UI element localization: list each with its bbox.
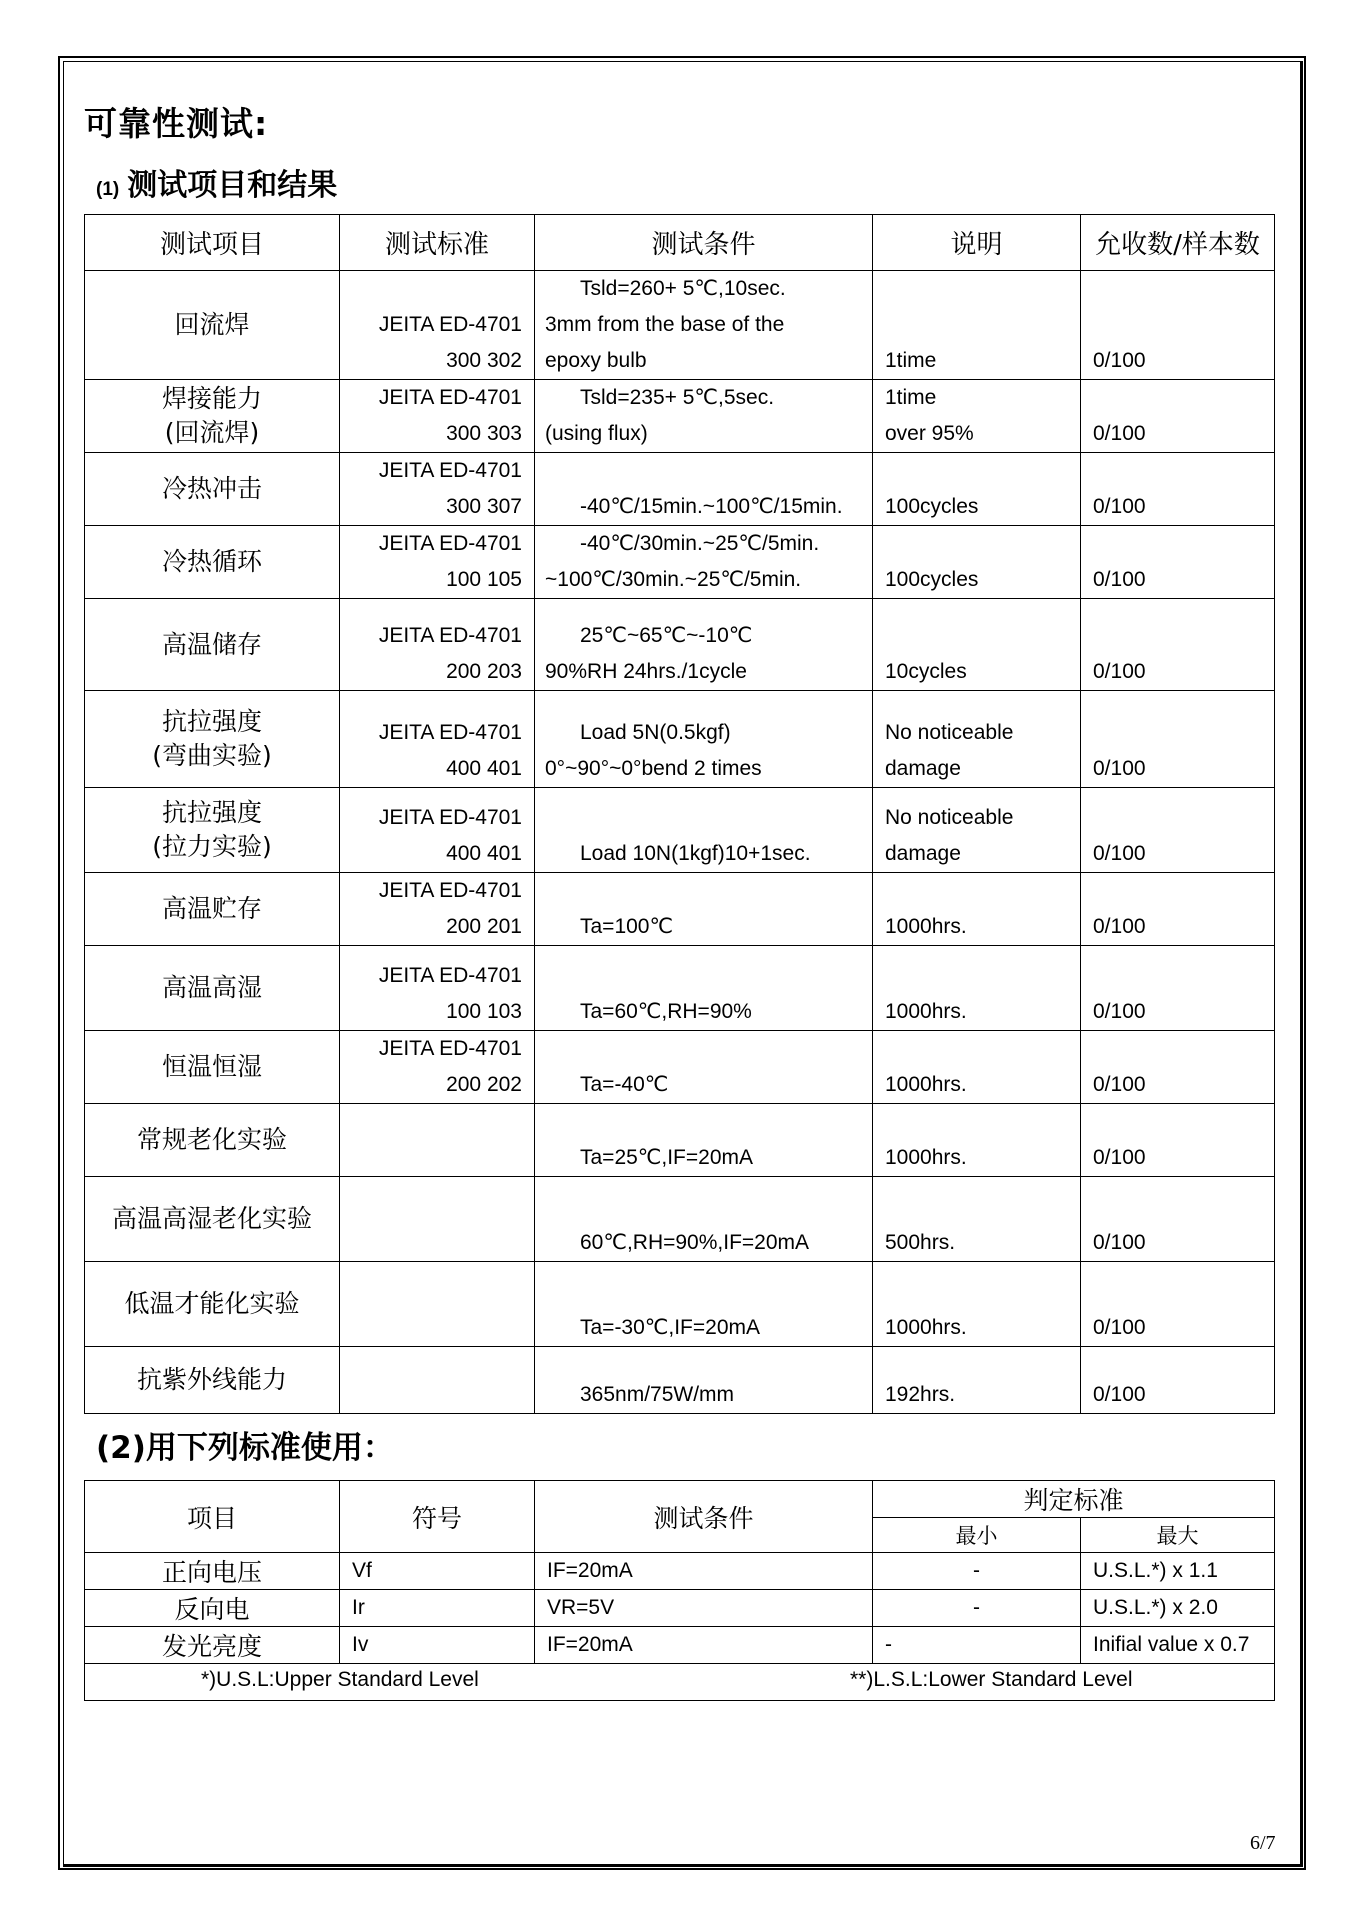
description-cell-line: 1000hrs.	[885, 1146, 967, 1169]
standard-cell-line: 100 105	[446, 568, 522, 591]
condition-cell-line: (using flux)	[545, 422, 648, 445]
table-row	[85, 873, 1275, 946]
description-cell-line: 1time	[885, 349, 937, 372]
test-item-cell-line: 高温贮存	[161, 894, 262, 923]
standard-cell	[340, 873, 535, 946]
condition-cell	[535, 526, 873, 599]
header-min: 最小	[873, 1518, 1081, 1553]
standard-cell-line: JEITA ED-4701	[378, 1037, 522, 1060]
standard-cell	[340, 1031, 535, 1104]
standard-cell-line: JEITA ED-4701	[378, 624, 522, 647]
description-cell-line: 1000hrs.	[885, 1000, 967, 1023]
table2-header-row	[85, 1481, 1275, 1518]
test-item-cell-line: 恒温恒湿	[161, 1052, 262, 1081]
condition-cell-line: Ta=-40℃	[580, 1073, 669, 1096]
accept-sample-cell: 0/100	[1081, 946, 1275, 1031]
accept-sample-cell: 0/100	[1081, 453, 1275, 526]
test-item-cell-line: 冷热冲击	[161, 474, 262, 503]
standard-cell-line: 200 201	[446, 915, 522, 938]
condition-cell-line: Load 5N(0.5kgf)	[580, 721, 731, 744]
max-cell: U.S.L.*) x 2.0	[1081, 1590, 1275, 1627]
accept-sample-cell: 0/100	[1081, 599, 1275, 691]
standard-cell	[340, 691, 535, 788]
max-cell: Inifial value x 0.7	[1081, 1627, 1275, 1664]
standard-cell-line: JEITA ED-4701	[378, 459, 522, 482]
condition-cell-line: -40℃/30min.~25℃/5min.	[580, 532, 820, 555]
condition-cell-line: -40℃/15min.~100℃/15min.	[580, 495, 843, 518]
description-cell-line: 1000hrs.	[885, 915, 967, 938]
description-cell-line: damage	[885, 842, 961, 865]
table-row	[85, 1031, 1275, 1104]
description-cell	[873, 526, 1081, 599]
condition-cell: IF=20mA	[535, 1627, 873, 1664]
test-item-cell	[85, 788, 340, 873]
test-item-cell	[85, 271, 340, 380]
test-item-cell-line: 低温才能化实验	[124, 1289, 300, 1318]
description-cell-line: 1000hrs.	[885, 1073, 967, 1096]
condition-cell	[535, 873, 873, 946]
header-test-item: 测试项目	[85, 215, 340, 271]
standard-cell	[340, 271, 535, 380]
test-item-cell-line: 冷热循环	[161, 547, 262, 576]
description-cell	[873, 1177, 1081, 1262]
description-cell-line: 500hrs.	[885, 1231, 956, 1254]
condition-cell-line: 60℃,RH=90%,IF=20mA	[580, 1231, 810, 1254]
description-cell-line: 1time	[885, 386, 937, 409]
table-row	[85, 788, 1275, 873]
standard-cell	[340, 1104, 535, 1177]
condition-cell	[535, 1104, 873, 1177]
condition-cell-line: 3mm from the base of the	[545, 313, 785, 336]
footnote-cell	[85, 1664, 1275, 1701]
accept-sample-cell: 0/100	[1081, 1104, 1275, 1177]
condition-cell	[535, 1262, 873, 1347]
description-cell-line: No noticeable	[885, 721, 1014, 744]
standard-cell	[340, 526, 535, 599]
table-row	[85, 691, 1275, 788]
condition-cell: VR=5V	[535, 1590, 873, 1627]
standard-cell	[340, 788, 535, 873]
test-item-cell-line: (回流焊)	[164, 418, 260, 447]
footnote-row	[85, 1664, 1275, 1701]
standard-cell-line: 400 401	[446, 757, 522, 780]
page-title: 可靠性测试:	[84, 104, 269, 143]
standard-cell-line: JEITA ED-4701	[378, 386, 522, 409]
table-row	[85, 526, 1275, 599]
test-item-cell	[85, 946, 340, 1031]
table-row	[85, 1627, 1275, 1664]
section1-number: (1)	[96, 179, 120, 200]
condition-cell	[535, 599, 873, 691]
description-cell	[873, 599, 1081, 691]
test-item-cell-line: 高温储存	[161, 629, 262, 659]
symbol-cell: Ir	[340, 1590, 535, 1627]
header-symbol: 符号	[340, 1481, 535, 1553]
test-item-cell-line: 抗拉强度	[161, 707, 262, 736]
test-item-cell	[85, 599, 340, 691]
accept-sample-cell: 0/100	[1081, 1347, 1275, 1414]
standard-cell-line: JEITA ED-4701	[378, 879, 522, 902]
condition-cell-line: Tsld=235+ 5℃,5sec.	[580, 386, 775, 409]
item-cell: 反向电	[85, 1590, 340, 1627]
test-item-cell-line: 抗紫外线能力	[136, 1365, 287, 1394]
standard-cell-line: 300 303	[446, 422, 522, 445]
standard-cell-line: 100 103	[446, 1000, 522, 1023]
condition-cell-line: Load 10N(1kgf)10+1sec.	[580, 842, 811, 865]
header-test-condition: 测试条件	[535, 215, 873, 271]
standard-cell-line: 300 302	[446, 349, 522, 372]
description-cell-line: 10cycles	[885, 660, 967, 683]
condition-cell	[535, 1031, 873, 1104]
standard-cell	[340, 453, 535, 526]
description-cell	[873, 946, 1081, 1031]
standard-cell-line: JEITA ED-4701	[378, 806, 522, 829]
test-item-cell	[85, 691, 340, 788]
test-item-cell-line: 抗拉强度	[161, 798, 262, 827]
header-item: 项目	[85, 1481, 340, 1553]
min-cell: -	[873, 1627, 1081, 1664]
table-row	[85, 599, 1275, 691]
footnote-usl: *)U.S.L:Upper Standard Level	[201, 1668, 479, 1691]
description-cell-line: damage	[885, 757, 961, 780]
table-row	[85, 380, 1275, 453]
condition-cell-line: Tsld=260+ 5℃,10sec.	[580, 277, 786, 300]
test-item-cell-line: 回流焊	[174, 310, 250, 339]
max-cell: U.S.L.*) x 1.1	[1081, 1553, 1275, 1590]
accept-sample-cell: 0/100	[1081, 1177, 1275, 1262]
condition-cell	[535, 946, 873, 1031]
accept-sample-cell: 0/100	[1081, 873, 1275, 946]
symbol-cell: Vf	[340, 1553, 535, 1590]
description-cell	[873, 691, 1081, 788]
symbol-cell: Iv	[340, 1627, 535, 1664]
description-cell	[873, 788, 1081, 873]
condition-cell-line: 0°~90°~0°bend 2 times	[545, 757, 762, 780]
test-item-cell	[85, 1347, 340, 1414]
header-max: 最大	[1081, 1518, 1275, 1553]
standard-cell	[340, 1177, 535, 1262]
standard-cell-line: JEITA ED-4701	[378, 964, 522, 987]
standard-cell-line: 200 202	[446, 1073, 522, 1096]
test-item-cell	[85, 873, 340, 946]
accept-sample-cell: 0/100	[1081, 691, 1275, 788]
condition-cell-line: Ta=25℃,IF=20mA	[580, 1146, 754, 1169]
description-cell	[873, 380, 1081, 453]
test-item-cell-line: 高温高湿老化实验	[111, 1204, 312, 1233]
section1-label: 测试项目和结果	[127, 168, 338, 203]
standard-cell	[340, 1347, 535, 1414]
description-cell	[873, 873, 1081, 946]
description-cell	[873, 453, 1081, 526]
section1-heading	[96, 160, 337, 204]
accept-sample-cell: 0/100	[1081, 526, 1275, 599]
test-item-cell	[85, 526, 340, 599]
table1-header-row	[85, 215, 1275, 271]
min-cell: -	[873, 1553, 1081, 1590]
description-cell-line: 192hrs.	[885, 1383, 956, 1406]
test-item-cell	[85, 380, 340, 453]
condition-cell	[535, 1347, 873, 1414]
header-accept-sample: 允收数/样本数	[1081, 215, 1275, 271]
test-item-cell-line: (弯曲实验)	[152, 741, 272, 770]
table-row	[85, 1347, 1275, 1414]
condition-cell-line: Ta=60℃,RH=90%	[580, 1000, 752, 1023]
condition-cell: IF=20mA	[535, 1553, 873, 1590]
footnote-lsl: **)L.S.L:Lower Standard Level	[850, 1668, 1133, 1691]
standard-cell	[340, 946, 535, 1031]
table-row	[85, 1590, 1275, 1627]
condition-cell-line: 25℃~65℃~-10℃	[580, 624, 753, 647]
table-row	[85, 946, 1275, 1031]
accept-sample-cell: 0/100	[1081, 1031, 1275, 1104]
condition-cell-line: epoxy bulb	[545, 349, 647, 372]
item-cell: 正向电压	[85, 1553, 340, 1590]
description-cell	[873, 271, 1081, 380]
table-row	[85, 271, 1275, 380]
test-item-cell	[85, 1104, 340, 1177]
table-row	[85, 453, 1275, 526]
condition-cell	[535, 271, 873, 380]
description-cell-line: 100cycles	[885, 568, 979, 591]
standard-cell	[340, 1262, 535, 1347]
page-number: 6/7	[1250, 1832, 1276, 1854]
standard-cell-line: 200 203	[446, 660, 522, 683]
standard-cell-line: JEITA ED-4701	[378, 721, 522, 744]
condition-cell-line: Ta=100℃	[580, 915, 674, 938]
test-item-cell	[85, 1031, 340, 1104]
reliability-test-table	[84, 214, 1275, 1414]
description-cell-line: over 95%	[885, 422, 974, 445]
accept-sample-cell: 0/100	[1081, 1262, 1275, 1347]
accept-sample-cell: 0/100	[1081, 788, 1275, 873]
condition-cell	[535, 380, 873, 453]
standard-cell-line: 400 401	[446, 842, 522, 865]
description-cell	[873, 1031, 1081, 1104]
test-item-cell	[85, 453, 340, 526]
description-cell	[873, 1347, 1081, 1414]
table-row	[85, 1104, 1275, 1177]
accept-sample-cell: 0/100	[1081, 380, 1275, 453]
test-item-cell-line: (拉力实验)	[152, 832, 272, 861]
condition-cell	[535, 788, 873, 873]
description-cell-line: 1000hrs.	[885, 1316, 967, 1339]
header-description: 说明	[873, 215, 1081, 271]
standard-cell-line: JEITA ED-4701	[378, 532, 522, 555]
description-cell-line: No noticeable	[885, 806, 1014, 829]
standard-cell-line: 300 307	[446, 495, 522, 518]
test-item-cell-line: 常规老化实验	[136, 1125, 287, 1154]
header-condition: 测试条件	[535, 1481, 873, 1553]
condition-cell	[535, 1177, 873, 1262]
condition-cell	[535, 453, 873, 526]
header-judgement: 判定标准	[873, 1481, 1275, 1518]
condition-cell-line: 365nm/75W/mm	[580, 1383, 735, 1406]
accept-sample-cell: 0/100	[1081, 271, 1275, 380]
test-item-cell-line: 高温高湿	[161, 973, 262, 1002]
condition-cell-line: Ta=-30℃,IF=20mA	[580, 1316, 760, 1339]
standard-cell	[340, 380, 535, 453]
min-cell: -	[873, 1590, 1081, 1627]
test-item-cell	[85, 1262, 340, 1347]
item-cell: 发光亮度	[85, 1627, 340, 1664]
description-cell-line: 100cycles	[885, 495, 979, 518]
table1-body	[85, 271, 1275, 1414]
table-row	[85, 1553, 1275, 1590]
description-cell	[873, 1104, 1081, 1177]
header-test-standard: 测试标准	[340, 215, 535, 271]
table-row	[85, 1262, 1275, 1347]
criteria-table	[84, 1480, 1275, 1701]
test-item-cell-line: 焊接能力	[161, 384, 262, 413]
condition-cell-line: ~100℃/30min.~25℃/5min.	[545, 568, 802, 591]
condition-cell	[535, 691, 873, 788]
condition-cell-line: 90%RH 24hrs./1cycle	[545, 660, 747, 683]
standard-cell	[340, 599, 535, 691]
test-item-cell	[85, 1177, 340, 1262]
section2-heading: (2)用下列标准使用：	[96, 1430, 394, 1466]
standard-cell-line: JEITA ED-4701	[378, 313, 522, 336]
table-row	[85, 1177, 1275, 1262]
description-cell	[873, 1262, 1081, 1347]
